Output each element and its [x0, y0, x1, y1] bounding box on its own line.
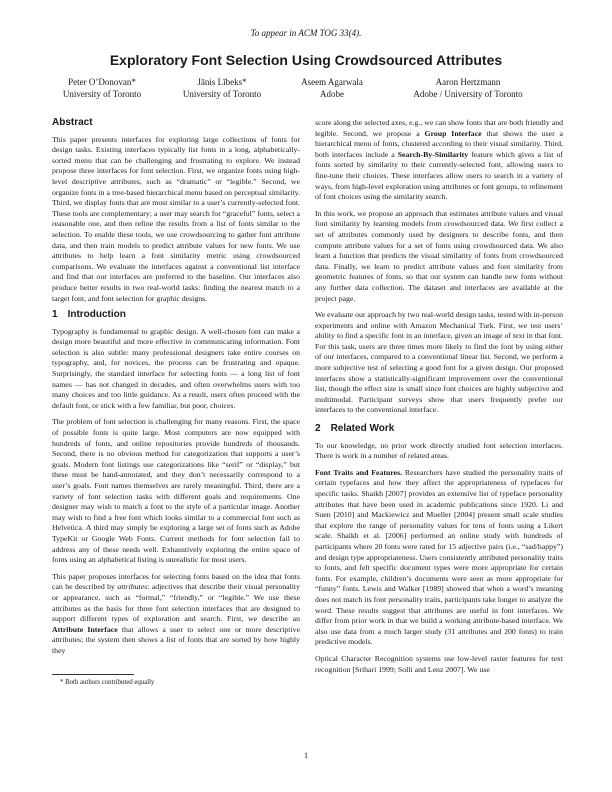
left-column: [52, 118, 300, 663]
text-run: : adjectives that describe their visual personality or appearance, such as “formal,” “friendly,” or “legible.” We use these attributes as the basis for three font selection interfaces that are designed to support different types of exploration and search. First, we describe an: [52, 582, 300, 624]
paragraph-run-in-heading: Font Traits and Features.: [315, 467, 403, 477]
section-title: Introduction: [67, 309, 126, 321]
intro-paragraph-1: Typography is fundamental to graphic design. A well-chosen font can make a design more beautiful and more effective in communicating information. Font selection is also subtle: many professional designers take entire courses on typography, and, for novices, the process can be frustrating and opaque. Surprisingly, the standard interface for selecting fonts — a long list of font names — has not changed in decades, and often overwhelms users with too many choices and too little guidance. As a result, users often proceed with the default font, or stick with a few familiar, but poor, choices.: [52, 326, 300, 410]
related-paragraph-1: To our knowledge, no prior work directly studied font selection interfaces. There is work in a number of related areas.: [315, 440, 563, 461]
text-run: that shows the user a hierarchical menu of fonts, clustered according to their visual similarity. Third, both interfaces include a: [315, 128, 563, 159]
paper-title: Exploratory Font Selection Using Crowdsourced Attributes: [109, 52, 503, 68]
section-heading-introduction: [52, 310, 300, 321]
text-run: Researchers have studied the personality traits of certain typefaces and how they affect the appropriateness of typefaces for specific tasks. Shaikh [2007] provides an extensive list of typeface personality attributes that have been used in academic publications since 1920. Li and Suen [2010] and Mackiewicz and Moeller [2004] present small scale studies that explore the range of personality values for tens of fonts using a Likert scale. Shaikh et al. [2006] performed an online study with hundreds of participants where 20 fonts were rated for 15 adjective pairs (i.e., “sad/happy”) and design type appropriateness. Users consistently attributed personality traits to fonts, and felt specific document types were more appropriate for certain fonts. For example, children’s documents were seen as more appropriate for “funny” fonts. Lewis and Walker [1989] showed that when a word’s meaning does not match its font personality traits, participants take longer to analyze the word. These results suggest that attributes are useful in font interfaces. We differ from prior work in that we build a working attribute-based interface. We also use data from a much larger study (31 attributes and 200 fonts) to train predictive models.: [315, 467, 564, 647]
related-paragraph-3: Optical Character Recognition systems use low-level raster features for text recognition [Srihari 1999; Solli and Lenz 2007]. We use: [315, 653, 563, 674]
intro-paragraph-2: The problem of font selection is challenging for many reasons. First, the space of possible fonts is quite large. Most computers are now equipped with hundreds of fonts, and online repositories provide hundreds of thousands. Second, there is no obvious method for categorization that supports a user’s goals. Modern font listings use categorizations like “serif” or “display,” but these must be hand-annotated, and they don’t necessarily correspond to a user’s goals. Font names themselves are rarely meaningful. Third, there are a variety of font selection tasks with different goals and requirements. One designer may wish to match a font to the style of a particular image. Another may wish to find a free font which looks similar to a commercial font such as Helvetica. A third may simply be exploring a large set of fonts such as Adobe TypeKit or Google Web Fonts. Current methods for font selection fail to address any of these needs well. Exhaustively exploring the entire space of fonts using an alphabetical listing is unrealistic for most users.: [52, 417, 300, 565]
emphasis-text: attributes: [117, 582, 148, 592]
author-affiliation: University of Toronto: [62, 89, 142, 99]
text-run: score along the selected axes, e.g., we can show fonts that are both friendly and legible. Second, we propose a: [315, 118, 563, 138]
author-2: [166, 76, 278, 100]
text-run: This paper proposes interfaces for selecting fonts based on the idea that fonts can be described by: [52, 571, 300, 592]
bold-term: Group Interface: [424, 128, 482, 138]
section-title: Related Work: [330, 423, 395, 435]
author-name: Peter O’Donovan*: [68, 77, 136, 87]
author-name: Jānis Lībeks*: [197, 77, 247, 87]
intro-paragraph-6: We evaluate our approach by two real-world design tasks, tested with in-person experiments and online with Amazon Mechanical Turk. First, we test users’ ability to find a specific font in an interface, given an image of text in that font. For this task, users are three times more likely to find the font by using either of our interfaces, compared to a conventional linear list. Second, we perform a more subjective test of selecting a good font for a given design. Our proposed interfaces show a statistically-significant improvement over the conventional list, though the effect size is small since font choices are highly subjective and multimodal. Participant surveys show that users frequently prefer our interfaces to the conventional interface.: [315, 310, 563, 415]
section-number: 2: [315, 423, 321, 435]
related-paragraph-2: [315, 468, 563, 648]
bold-term: Search-By-Similarity: [397, 149, 469, 159]
page-number: 1: [303, 750, 309, 760]
author-name: Aseem Agarwala: [301, 77, 363, 87]
section-heading-related-work: [315, 424, 563, 435]
intro-paragraph-5: In this work, we propose an approach that estimates attribute values and visual font similarity by learning models from crowdsourced data. We first collect a set of attributes commonly used by designers to describe fonts, and then compute attribute values for a set of fonts using crowdsourced data. We also learn a function that predicts the visual similarity of fonts from crowdsourced data. Finally, we learn to predict attribute values and font similarity from geometric features of fonts, so that our system can handle new fonts without any further data collection. The dataset and interfaces are available at the project page.: [315, 208, 563, 303]
right-column: [315, 118, 563, 681]
abstract-heading: Abstract: [52, 117, 93, 128]
footnote: * Both authors contributed equally: [60, 679, 155, 686]
bold-term: Attribute Interface: [52, 624, 118, 634]
author-block: [48, 76, 564, 102]
text-run: that allows a user to select one or more descriptive attributes; the system then shows a list of fonts that are sorted by how highly they: [52, 624, 300, 655]
intro-paragraph-4: [315, 118, 563, 203]
abstract-text: This paper presents interfaces for exploring large collections of fonts for design tasks. Existing interfaces typically list fonts in a long, alphabetically-sorted menu that can be challenging and frustrating to explore. We instead propose three interfaces for font selection. First, we organize fonts using high-level descriptive attributes, such as “dramatic” or “legible.” Second, we organize fonts in a tree-based hierarchical menu based on perceptual similarity. Third, we display fonts that are most similar to a user’s currently-selected font. These tools are complementary; a user may search for “graceful” fonts, select a reasonable one, and then refine the results from a list of fonts similar to the selection. To enable these tools, we use crowdsourcing to gather font attribute data, and then train models to predict attribute values for new fonts. We use attributes to help learn a font similarity metric using crowdsourced comparisons. We evaluate the interfaces against a conventional list interface and find that our interfaces are preferred to the baseline. Our interfaces also produce better results in two real-world tasks: finding the nearest match to a target font, and font selection for graphic designs.: [52, 134, 300, 303]
text-run: feature which gives a list of fonts sorted by similarity to their currently-selected font, allowing users to fine-tune their choices. These interfaces allow users to search in a variety of ways, from high-level exploration using attributes or font groups, to refinement of font choices using the similarity search.: [315, 149, 563, 202]
section-number: 1: [52, 309, 58, 321]
author-3: [282, 76, 382, 100]
intro-paragraph-3: [52, 572, 300, 657]
author-1: [48, 76, 156, 100]
author-affiliation: Adobe: [320, 89, 344, 99]
author-4: [388, 76, 548, 100]
author-name: Aaron Hertzmann: [435, 77, 501, 87]
venue-note: To appear in ACM TOG 33(4).: [250, 28, 362, 38]
author-affiliation: University of Toronto: [182, 89, 262, 99]
author-affiliation: Adobe / University of Toronto: [413, 89, 523, 99]
footnote-divider: [52, 674, 134, 675]
